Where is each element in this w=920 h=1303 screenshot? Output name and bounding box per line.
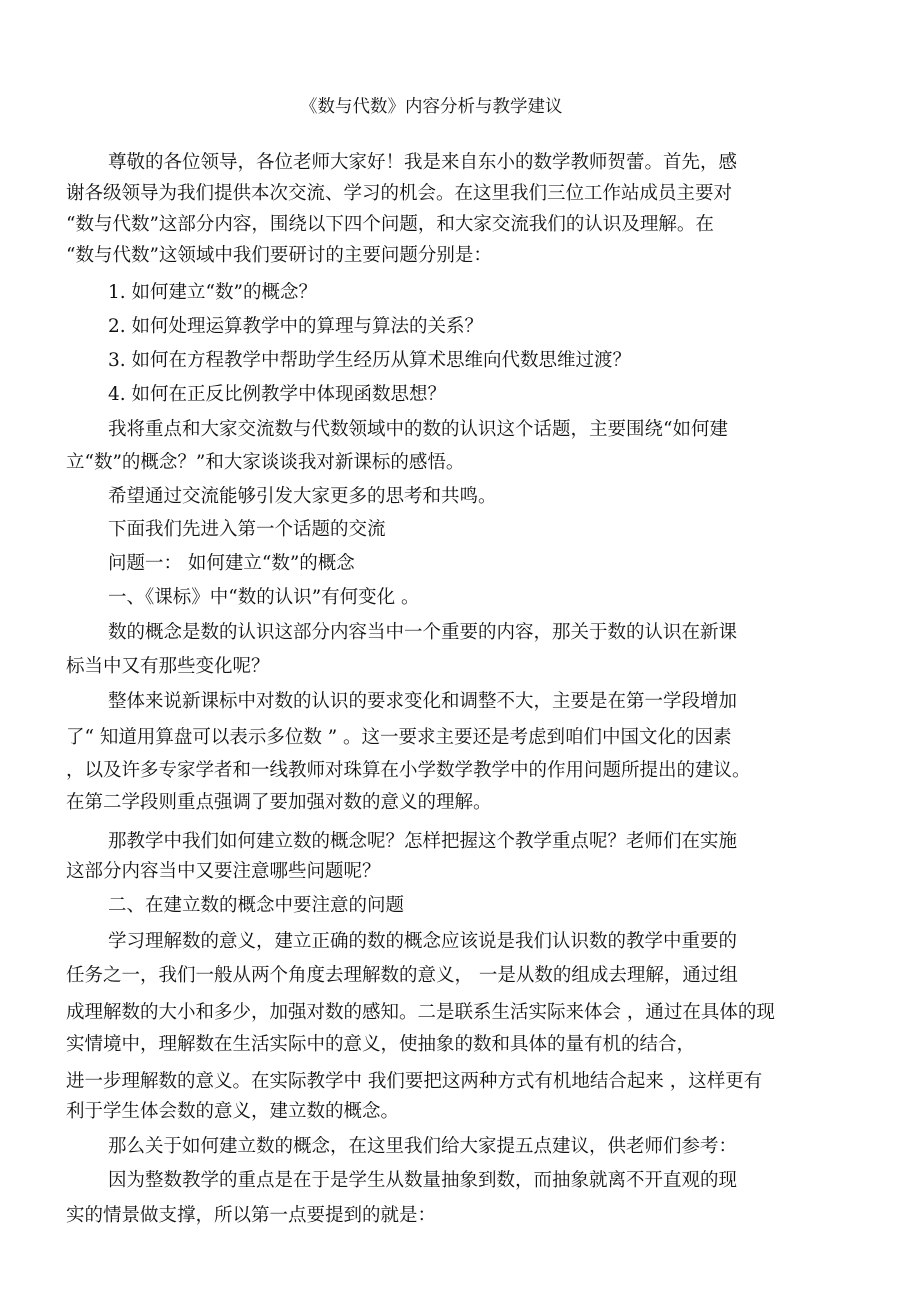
section-heading: 二、在建立数的概念中要注意的问题 bbox=[108, 895, 405, 916]
section-heading: 问题一： 如何建立“数”的概念 bbox=[108, 553, 355, 574]
paragraph-line: 尊敬的各位领导，各位老师大家好！我是来自东小的数学教师贺蕾。首先，感 bbox=[108, 152, 738, 173]
paragraph-line: “数与代数”这领域中我们要研讨的主要问题分别是： bbox=[66, 245, 492, 266]
paragraph-line: 了“ 知道用算盘可以表示多位数 ” 。这一要求主要还是考虑到咱们中国文化的因素 bbox=[66, 727, 732, 748]
paragraph-line: “数与代数”这部分内容，围绕以下四个问题，和大家交流我们的认识及理解。在 bbox=[66, 214, 714, 235]
list-item: 4. 如何在正反比例教学中体现函数思想？ bbox=[108, 384, 447, 405]
paragraph-line: 这部分内容当中又要注意哪些问题呢？ bbox=[66, 861, 381, 882]
paragraph-line: 立“数”的概念？”和大家谈谈我对新课标的感悟。 bbox=[66, 452, 465, 473]
paragraph-line: 下面我们先进入第一个话题的交流 bbox=[108, 519, 386, 540]
paragraph-line: 数的概念是数的认识这部分内容当中一个重要的内容，那关于数的认识在新课 bbox=[108, 622, 738, 643]
paragraph-line: 利于学生体会数的意义，建立数的概念。 bbox=[66, 1101, 400, 1122]
document-title: 《数与代数》内容分析与教学建议 bbox=[300, 97, 563, 117]
paragraph-line: 那么关于如何建立数的概念，在这里我们给大家提五点建议，供老师们参考： bbox=[108, 1136, 738, 1157]
list-item: 3. 如何在方程教学中帮助学生经历从算术思维向代数思维过渡？ bbox=[108, 350, 632, 371]
paragraph-line: 标当中又有那些变化呢？ bbox=[66, 656, 270, 677]
paragraph-line: 进一步理解数的意义。在实际教学中 我们要把这两种方式有机地结合起来 ，这样更有 bbox=[66, 1071, 763, 1092]
paragraph-line: 那教学中我们如何建立数的概念呢？怎样把握这个教学重点呢？老师们在实施 bbox=[108, 831, 738, 852]
paragraph-line: 整体来说新课标中对数的认识的要求变化和调整不大，主要是在第一学段增加 bbox=[108, 691, 738, 712]
paragraph-line: 学习理解数的意义，建立正确的数的概念应该说是我们认识数的教学中重要的 bbox=[108, 931, 738, 952]
paragraph-line: 成理解数的大小和多少，加强对数的感知。二是联系生活实际来体会 ，通过在具体的现 bbox=[66, 1002, 775, 1023]
paragraph-line: 希望通过交流能够引发大家更多的思考和共鸣。 bbox=[108, 486, 497, 507]
paragraph-line: 因为整数教学的重点是在于是学生从数量抽象到数，而抽象就离不开直观的现 bbox=[108, 1170, 738, 1191]
paragraph-line: 谢各级领导为我们提供本次交流、学习的机会。在这里我们三位工作站成员主要对 bbox=[66, 183, 733, 204]
section-heading: 一、《课标》中“数的认识”有何变化 。 bbox=[108, 587, 420, 608]
paragraph-line: 实情境中，理解数在生活实际中的意义，使抽象的数和具体的量有机的结合， bbox=[66, 1034, 696, 1055]
list-item: 1. 如何建立“数”的概念？ bbox=[108, 282, 317, 303]
paragraph-line: 我将重点和大家交流数与代数领域中的数的认识这个话题，主要围绕“如何建 bbox=[108, 419, 728, 440]
paragraph-line: 实的情景做支撑，所以第一点要提到的就是： bbox=[66, 1205, 437, 1226]
paragraph-line: ，以及许多专家学者和一线教师对珠算在小学数学教学中的作用问题所提出的建议。 bbox=[66, 760, 751, 781]
list-item: 2. 如何处理运算教学中的算理与算法的关系？ bbox=[108, 316, 484, 337]
paragraph-line: 在第二学段则重点强调了要加强对数的意义的理解。 bbox=[66, 792, 492, 813]
paragraph-line: 任务之一，我们一般从两个角度去理解数的意义， 一是从数的组成去理解，通过组 bbox=[66, 965, 738, 986]
